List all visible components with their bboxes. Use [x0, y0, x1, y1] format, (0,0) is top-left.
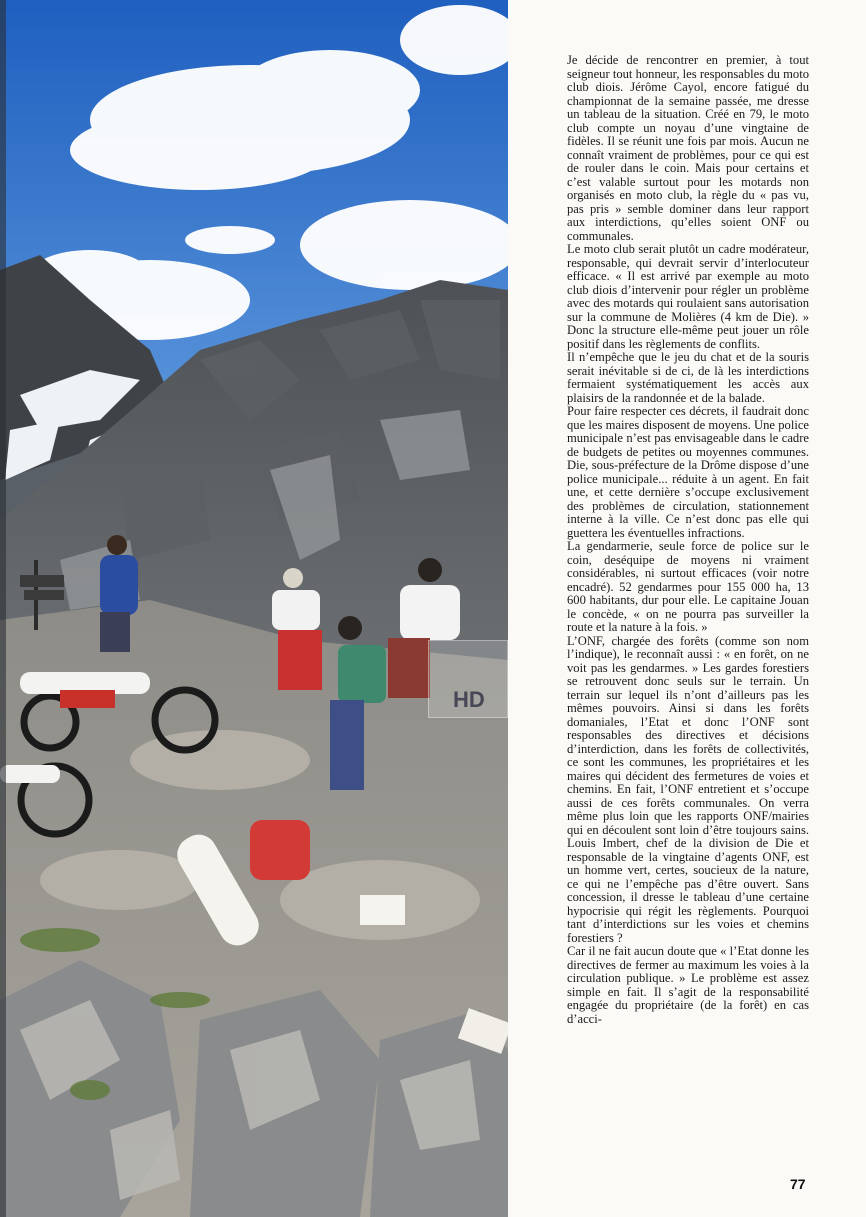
page-number: 77 — [790, 1176, 806, 1192]
article-paragraph: L’ONF, chargée des forêts (comme son nom l’indique), le reconnaît aussi : « en forêt, on ne voit pas les gendarmes. » Les gardes forestiers se retrouvent donc seuls sur le terrain. Un terrain sur lequel ils n’ont d’ailleurs pas les mêmes pouvoirs. Ainsi si dans les forêts domaniales, l’Etat et donc l’ONF sont responsables des directives et décisions d’interdiction, dans les forêts de collectivités, ce sont les communes, les propriétaires et les maires qui décident des fermetures de voies et chemins. En fait, l’ONF entretient et s’occupe aussi de ces forêts communales. On verra même plus loin que les rapports ONF/mairies qui en découlent sont loin d’être toujours sains. Louis Imbert, chef de la division de Die et responsable de la vingtaine d’agents ONF, est un homme vert, certes, soucieux de la nature, ce qui ne l’empêche pas d’être ouvert. Sans concession, il dresse le tableau d’une certaine hypocrisie qui régit les règlements. Pourquoi tant d’interdictions sur les voies et chemins forestiers ? — [567, 633, 809, 945]
article-paragraph: Il n’empêche que le jeu du chat et de la souris serait inévitable si de ci, de là les interdictions fermaient systématiquement les accès aux plaisirs de la randonnée et de la balade. — [567, 350, 809, 405]
article-paragraph: Le moto club serait plutôt un cadre modérateur, responsable, qui devrait servir d’interlocuteur efficace. « Il est arrivé par exemple au moto club diois d’intervenir pour régler un problème avec des motards qui roulaient sans autorisation sur la commune de Molières (4 km de Die). » Donc la structure elle-même peut jouer un rôle positif dans les règlements de conflits. — [567, 242, 809, 351]
article-paragraph: Car il ne fait aucun doute que « l’Etat donne les directives de fermer au maximum les voies à la circulation publique. » Le problème est assez simple en fait. Il s’agit de la responsabilité engagée du propriétaire (de la forêt) en cas d’acci- — [567, 944, 809, 1026]
article-paragraph: Pour faire respecter ces décrets, il faudrait donc que les maires disposent de moyens. Une police municipale n’est pas envisageable dans le cadre de budgets de petites ou moyennes communes. Die, sous-préfecture de la Drôme dispose d’une police municipale... réduite à un agent. En fait une, et cette dernière s’occupe exclusivement des problèmes de circulation, stationnement interne à la ville. Ce n’est donc pas elle qui guettera les éventuelles infractions. — [567, 404, 809, 540]
article-paragraph: Je décide de rencontrer en premier, à tout seigneur tout honneur, les responsables du moto club diois. Jérôme Cayol, encore fatigué du championnat de la semaine passée, me dresse un tableau de la situation. Créé en 79, le moto club compte un noyau d’une vingtaine de fidèles. Il se réunit une fois par mois. Aucun ne connaît vraiment de problèmes, pour ce qui est de rouler dans le coin. Mais pour certains et c’est valable surtout pour les motards non organisés en moto club, la règle du « pas vu, pas pris » semble dominer dans leur rapport aux interdictions, qu’elles soient ONF ou communales. — [567, 54, 809, 243]
watermark-text: HD — [453, 687, 485, 712]
watermark-logo — [428, 640, 508, 718]
article-paragraph: La gendarmerie, seule force de police sur le coin, deséquipe de moyens ni vraiment considérables, ni surtout efficaces (voir notre encadré). 52 gendarmes pour 155 000 ha, 13 600 habitants, dur pour elle. Le capitaine Jouan le concède, « on ne pourra pas surveiller la route et la nature à la fois. » — [567, 539, 809, 634]
article-text-column — [567, 54, 809, 1184]
